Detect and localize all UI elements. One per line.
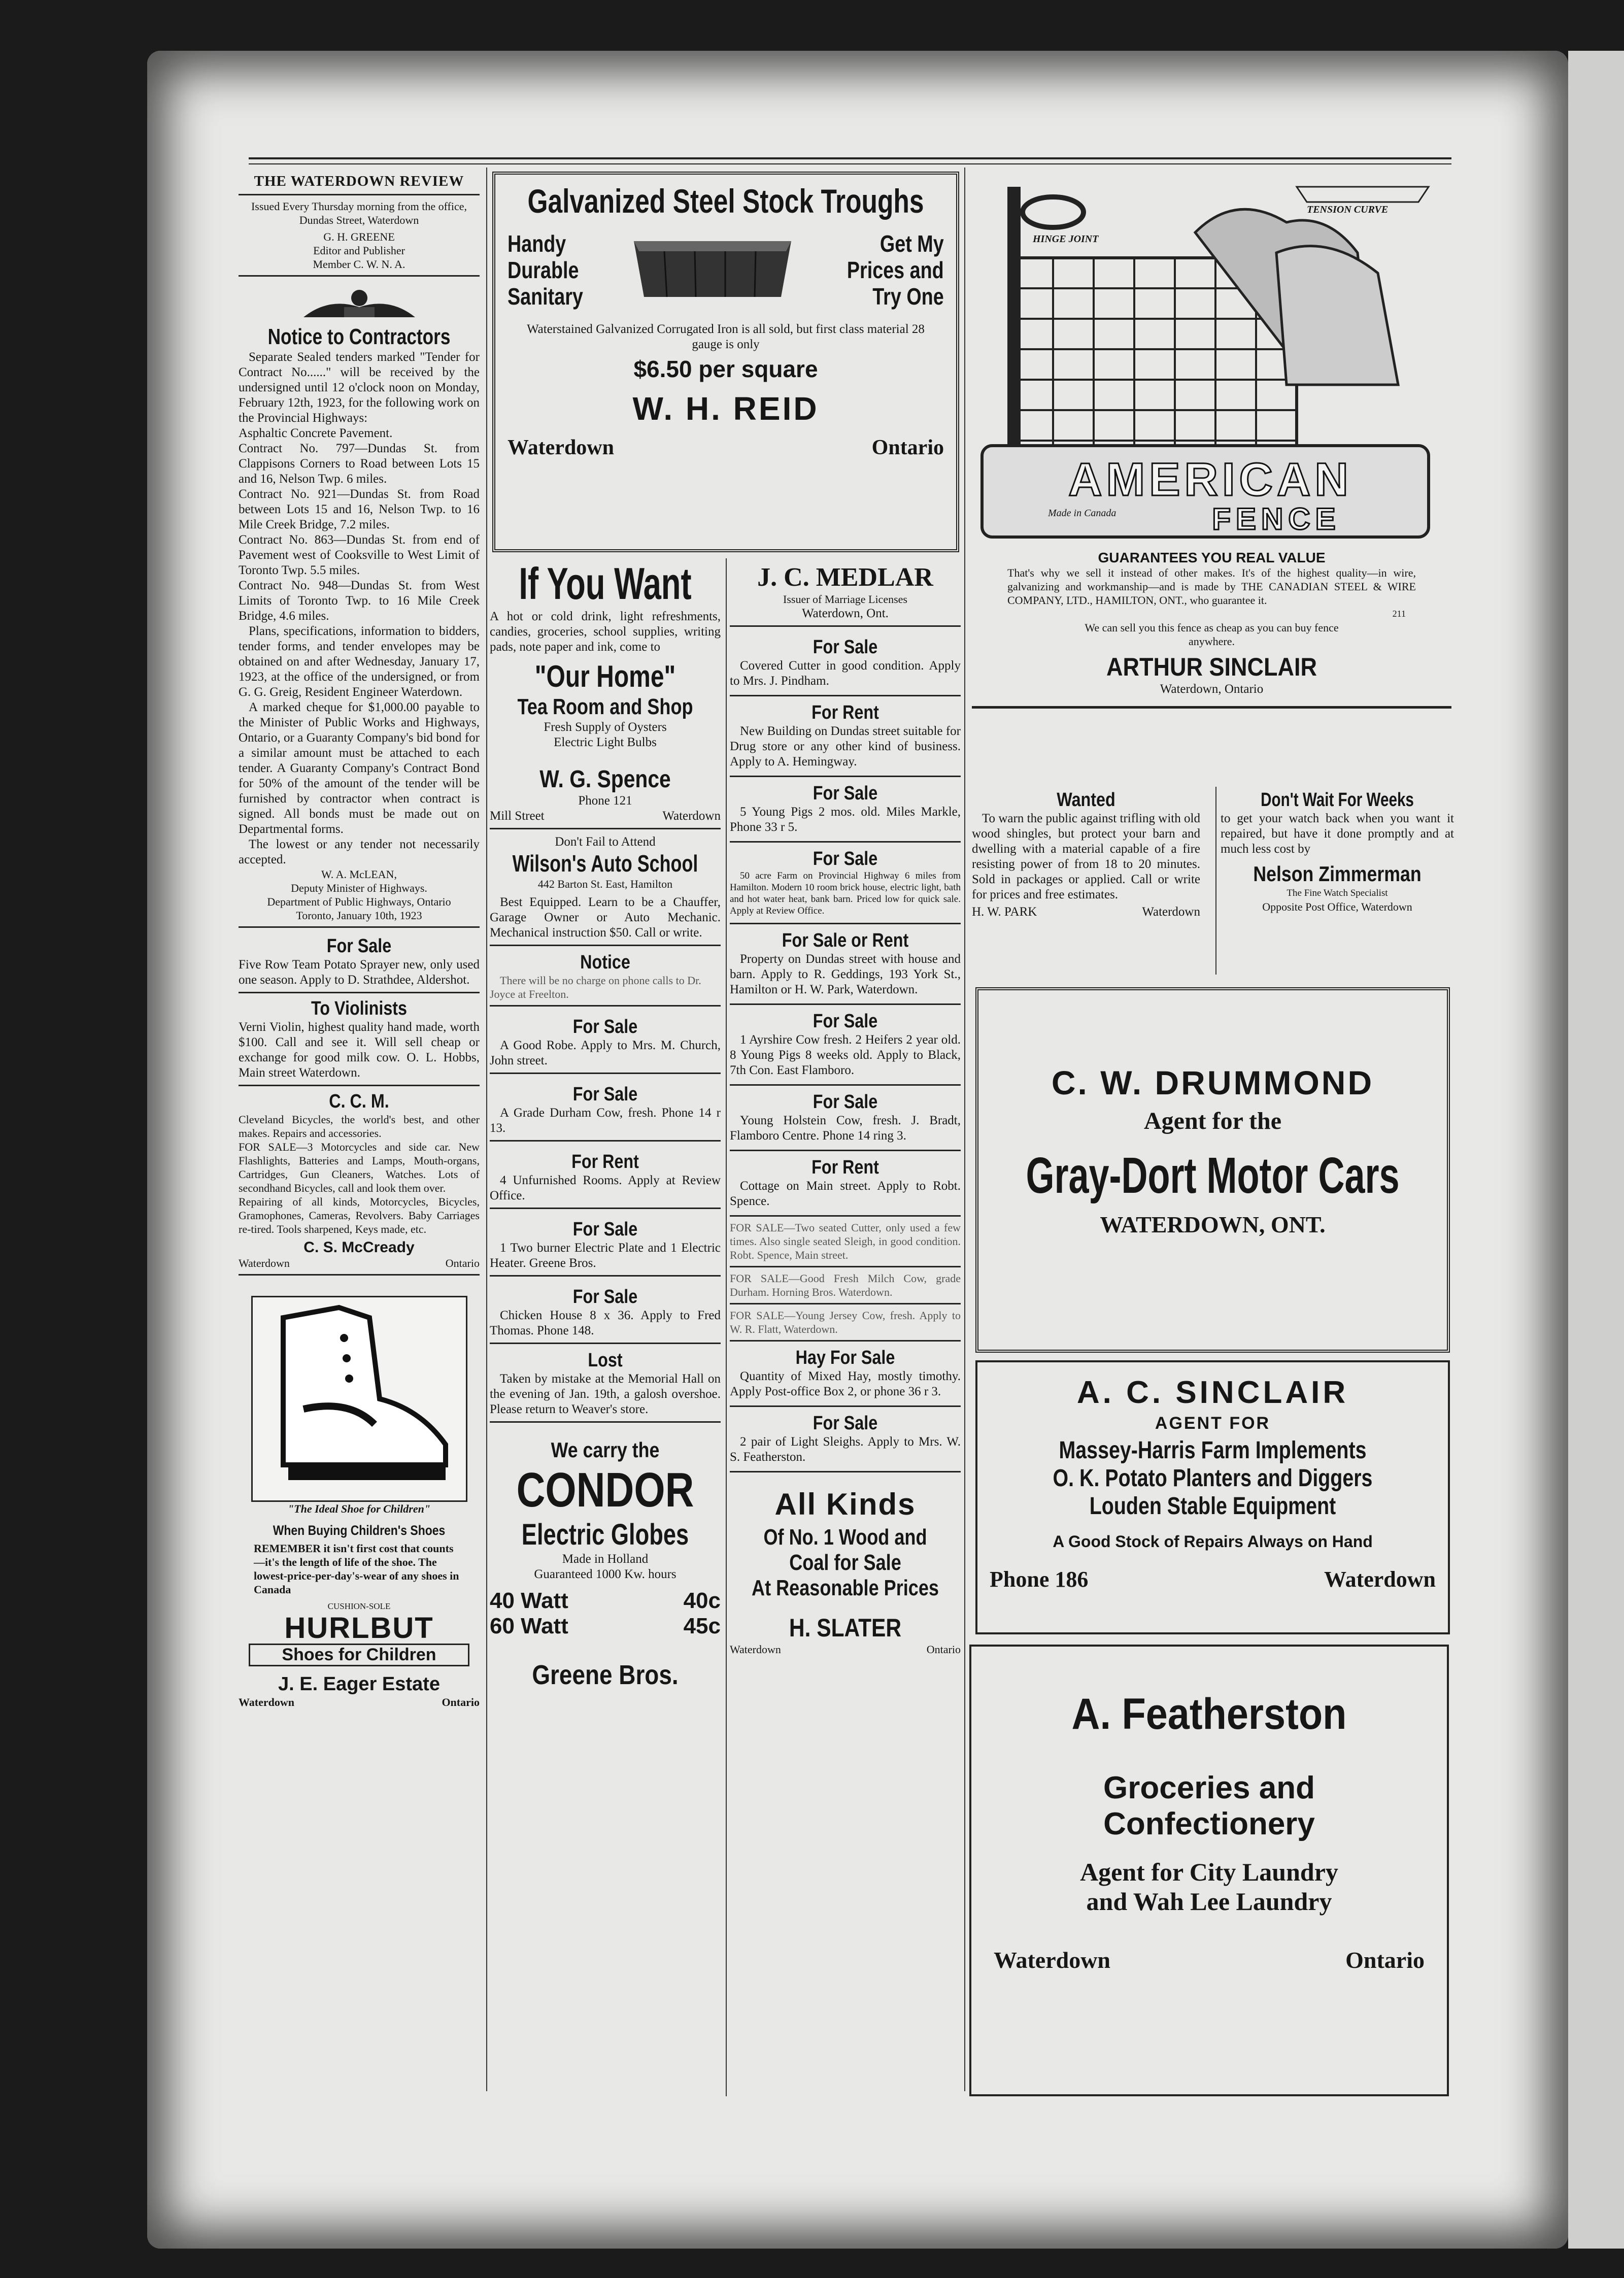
contractors-intro: Separate Sealed tenders marked "Tender for Contract No......" will be received by the undersigned until 12 o'clock noon on Monday, February 12th, 1923, for the following work on the Provincial Highways:: [239, 350, 480, 425]
classified-milch-cow: FOR SALE—Good Fresh Milch Cow, grade Durham. Horning Bros. Waterdown.: [730, 1267, 961, 1304]
divider: [490, 1421, 721, 1423]
fence-town: Waterdown, Ontario: [1160, 682, 1264, 696]
shoe-icon: [251, 1296, 467, 1502]
masthead-publisher: G. H. GREENE: [323, 230, 395, 243]
small-title: For Sale: [813, 848, 878, 869]
wilson-pre: Don't Fail to Attend: [555, 835, 656, 849]
ccm-bicycles: Cleveland Bicycles, the world's best, and other makes. Repairs and accessories.: [239, 1113, 480, 1140]
contractors-sig3: Department of Public Highways, Ontario: [267, 895, 451, 908]
top-rule: [249, 157, 1451, 159]
contractors-sig1: W. A. McLEAN,: [321, 868, 397, 881]
fence-cheap: We can sell you this fence as cheap as you can buy fence anywhere.: [1085, 621, 1339, 648]
troughs-left-3: Sanitary: [507, 283, 583, 310]
fence-made: Made in Canada: [1048, 508, 1116, 519]
troughs-left: [507, 230, 583, 310]
small-title: For Sale or Rent: [782, 930, 909, 951]
divider: [239, 1274, 480, 1276]
trough-icon: [619, 231, 806, 310]
divider: [490, 828, 721, 829]
hurlbut-ad: [239, 1296, 480, 1709]
sleighs-ad: [730, 1407, 961, 1472]
wood-address: [730, 1643, 961, 1656]
column-2: [490, 558, 721, 2096]
wood-name: H. SLATER: [789, 1614, 902, 1642]
hurlbut-text: REMEMBER it isn't first cost that counts—it's the length of life of the shoe. The lowest-price-per-day's-wear of any shoes in Canada: [254, 1542, 459, 1596]
chicken-text: Chicken House 8 x 36. Apply to Fred Thomas. Phone 148.: [490, 1309, 721, 1337]
hurlbut-prov: Ontario: [442, 1696, 480, 1708]
hurlbut-address: [239, 1695, 480, 1709]
hay-title: Hay For Sale: [795, 1347, 895, 1368]
classified-jersey-cow: FOR SALE—Young Jersey Cow, fresh. Apply to W. R. Flatt, Waterdown.: [730, 1304, 961, 1342]
troughs-prov: Ontario: [871, 436, 944, 459]
troughs-town: Waterdown: [507, 436, 614, 459]
fence-illustration: [972, 172, 1451, 550]
plate-text: 1 Two burner Electric Plate and 1 Electric Heater. Greene Bros.: [490, 1241, 721, 1270]
drummond-town: WATERDOWN, ONT.: [1100, 1212, 1326, 1237]
troughs-address: [507, 436, 944, 460]
divider: [239, 992, 480, 993]
troughs-name: W. H. REID: [632, 390, 819, 427]
masthead-member: Member C. W. N. A.: [313, 258, 405, 271]
sprayer-title: For Sale: [326, 935, 392, 957]
col-sep-3: [964, 168, 965, 2091]
troughs-price: $6.50 per square: [633, 356, 818, 382]
troughs-left-1: Handy: [507, 230, 566, 257]
featherston-ad: [969, 1645, 1449, 2096]
small-title: For Sale: [813, 783, 878, 804]
troughs-right-3: Try One: [872, 283, 944, 310]
hurlbut-brand2: Shoes for Children: [249, 1644, 469, 1666]
notice-title: Notice: [580, 952, 630, 973]
condor-pre: We carry the: [551, 1438, 660, 1462]
violinists-text: Verni Violin, highest quality hand made, worth $100. Call and see it. Will sell cheap or exchange for good milk cow. O. L. Hobbs, Main street Waterdown.: [239, 1020, 480, 1080]
small-text: Young Holstein Cow, fresh. J. Bradt, Flamboro Centre. Phone 14 ring 3.: [730, 1114, 961, 1143]
watch-sub: The Fine Watch Specialist: [1287, 888, 1388, 898]
cow-title: For Sale: [572, 1084, 638, 1105]
col-sep-2: [726, 558, 727, 2096]
top-rule-2: [249, 163, 1451, 164]
condor-sub: Electric Globes: [521, 1518, 689, 1551]
ccm-title: C. C. M.: [329, 1091, 389, 1112]
fence-word: AMERICAN: [1068, 454, 1352, 506]
ifyouwant-phone: Phone 121: [578, 794, 632, 808]
crest-icon: [239, 287, 480, 322]
acsinclair-agent: AGENT FOR: [1155, 1414, 1271, 1433]
drummond-ad: [975, 987, 1450, 1353]
wood-l2: Coal for Sale: [789, 1550, 901, 1575]
contractors-cheque: A marked cheque for $1,000.00 payable to the Minister of Public Works and Highways, Ontario, or a Guaranty Company's bid bond for a similar amount must be attached to each tender. A Guaranty Company's Contract Bond for 50% of the amount of the tender will be furnished by contractor when contract is signed. All bonds must be made out on Departmental forms.: [239, 700, 480, 836]
ccm-address: [239, 1256, 480, 1270]
featherston-l3: Agent for City Laundry: [1080, 1858, 1338, 1886]
contractors-plans: Plans, specifications, information to bidders, tender forms, and tender envelopes may be obtained on and after Wednesday, January 17, 1923, at the office of the undersigned, or from G. G. Greig, Resident Engineer Waterdown.: [239, 624, 480, 699]
condor-p1: 40c: [683, 1588, 721, 1613]
fence-word2: FENCE: [1212, 502, 1341, 536]
wilson-addr: 442 Barton St. East, Hamilton: [537, 878, 673, 890]
ifyouwant-shop2: Tea Room and Shop: [517, 694, 693, 719]
chicken-title: For Sale: [572, 1286, 638, 1308]
right-small-7: [730, 1151, 961, 1217]
fence-name: ARTHUR SINCLAIR: [1106, 653, 1317, 681]
hurlbut-town: Waterdown: [239, 1696, 294, 1708]
col-sep-4: [1215, 787, 1216, 975]
watch-addr: Opposite Post Office, Waterdown: [1262, 900, 1412, 913]
small-text: Property on Dundas street with house and barn. Apply to R. Geddings, 193 York St., Hamilton or H. W. Park, Waterdown.: [730, 952, 961, 996]
wood-title: All Kinds: [774, 1487, 916, 1521]
ifyouwant-shop: "Our Home": [534, 659, 676, 693]
small-title: For Sale: [813, 1091, 878, 1113]
ifyouwant-town: Waterdown: [662, 809, 721, 823]
fence-text: That's why we sell it instead of other makes. It's of the highest quality—in wire, galvanizing and workmanship—and is made by THE CANADIAN STEEL & WIRE COMPANY, LTD., HAMILTON, ONT., who guarantee it.: [1007, 566, 1416, 607]
divider: [972, 706, 1451, 709]
acsinclair-phone: Phone 186: [990, 1567, 1089, 1592]
wood-l1: Of No. 1 Wood and: [763, 1525, 927, 1550]
sprayer-text: Five Row Team Potato Sprayer new, only used one season. Apply to D. Strathdee, Aldershot.: [239, 958, 480, 987]
watch-text: to get your watch back when you want it repaired, but have it done promptly and at much less cost by: [1221, 812, 1454, 856]
medlar-sub: Issuer of Marriage Licenses: [783, 593, 907, 606]
watch-ad: [1221, 782, 1454, 985]
condor-guar: Guaranteed 1000 Kw. hours: [534, 1567, 676, 1581]
ccm-prov: Ontario: [445, 1257, 480, 1269]
small-text: Cottage on Main street. Apply to Robt. Spence.: [730, 1179, 961, 1208]
contractors-lowest: The lowest or any tender not necessarily accepted.: [239, 838, 480, 866]
troughs-right-2: Prices and: [847, 257, 944, 283]
fence-tension: TENSION CURVE: [1307, 204, 1389, 215]
contract-948: Contract No. 948—Dundas St. from West Limits of Toronto Twp. to 16 Mile Creek Bridge, 4.6 miles.: [239, 579, 480, 623]
condor-row-40: [490, 1588, 721, 1614]
featherston-town: Waterdown: [994, 1947, 1110, 1973]
featherston-l2: Confectionery: [1103, 1806, 1315, 1841]
classified-cutter: FOR SALE—Two seated Cutter, only used a few times. Also single seated Sleigh, in good condition. Robt. Spence, Main street.: [730, 1217, 961, 1267]
masthead-role: Editor and Publisher: [313, 244, 405, 257]
contractors-sig4: Toronto, January 10th, 1923: [296, 909, 422, 922]
condor-w2: 60 Watt: [490, 1614, 568, 1638]
right-small-2: [730, 777, 961, 843]
rooms-title: For Rent: [571, 1151, 639, 1172]
acsinclair-stock: A Good Stock of Repairs Always on Hand: [1053, 1532, 1373, 1551]
ifyouwant-street: Mill Street: [490, 809, 545, 823]
divider: [239, 1085, 480, 1086]
contract-797: Contract No. 797—Dundas St. from Clappisons Corners to Road between Lots 15 and 16, Nelson Twp. 6 miles.: [239, 442, 480, 486]
divider: [490, 1208, 721, 1209]
contractors-subtitle: Asphaltic Concrete Pavement.: [239, 426, 393, 440]
wood-prov: Ontario: [926, 1643, 961, 1656]
column-1: [239, 170, 480, 2099]
divider: [239, 275, 480, 277]
ifyouwant-oysters: Fresh Supply of Oysters: [544, 720, 667, 734]
robe-title: For Sale: [572, 1016, 638, 1037]
right-small-3: [730, 843, 961, 924]
featherston-l1: Groceries and: [1103, 1770, 1315, 1805]
sleighs-title: For Sale: [813, 1413, 878, 1434]
divider: [239, 926, 480, 928]
newspaper-page: [147, 51, 1568, 2249]
troughs-title: Galvanized Steel Stock Troughs: [527, 182, 924, 220]
divider: [239, 194, 480, 195]
right-small-6: [730, 1086, 961, 1151]
plate-title: For Sale: [572, 1219, 638, 1240]
wanted-title: Wanted: [1057, 789, 1115, 811]
hay-ad: [730, 1342, 961, 1407]
ifyouwant-name: W. G. Spence: [539, 766, 671, 793]
sleighs-text: 2 pair of Light Sleighs. Apply to Mrs. W. S. Featherston.: [730, 1435, 961, 1464]
small-title: For Rent: [811, 702, 879, 723]
fence-ad: [972, 172, 1451, 776]
condor-p2: 45c: [683, 1614, 721, 1638]
medlar-town: Waterdown, Ont.: [802, 607, 889, 620]
small-text: 1 Ayrshire Cow fresh. 2 Heifers 2 year old. 8 Young Pigs 8 weeks old. Apply to Black, 7th Con. East Flamboro.: [730, 1033, 961, 1077]
rooms-text: 4 Unfurnished Rooms. Apply at Review Office.: [490, 1174, 721, 1202]
robe-text: A Good Robe. Apply to Mrs. M. Church, John street.: [490, 1038, 721, 1067]
masthead-issued: Issued Every Thursday morning from the office, Dundas Street, Waterdown: [251, 200, 467, 226]
acsinclair-l3: Louden Stable Equipment: [1089, 1493, 1336, 1520]
contract-863: Contract No. 863—Dundas St. from end of Pavement west of Cooksville to West Limit of Toronto Twp. 5.5 miles.: [239, 533, 480, 577]
wanted-text: To warn the public against trifling with old wood shingles, but protect your barn and dwelling with a material capable of a fire resisting power of from 18 to 20 minutes. Sold in packages or applied. Call or write for prices and free estimates.: [972, 812, 1200, 901]
divider: [730, 625, 961, 627]
hurlbut-brand: HURLBUT: [284, 1612, 434, 1645]
troughs-ad: [492, 172, 959, 552]
hurlbut-caption: "The Ideal Shoe for Children": [287, 1502, 431, 1515]
ifyouwant-text: A hot or cold drink, light refreshments, candies, groceries, school supplies, writing pads, note paper and ink, come to: [490, 610, 721, 654]
featherston-l4: and Wah Lee Laundry: [1086, 1887, 1332, 1916]
troughs-right-1: Get My: [880, 230, 944, 257]
ifyouwant-title: If You Want: [519, 558, 692, 609]
acsinclair-l2: O. K. Potato Planters and Diggers: [1053, 1465, 1373, 1492]
right-small-4: [730, 924, 961, 1005]
small-text: Covered Cutter in good condition. Apply to Mrs. J. Pindham.: [730, 659, 961, 688]
troughs-middle: [507, 230, 944, 310]
lost-text: Taken by mistake at the Memorial Hall on the evening of Jan. 19th, a galosh overshoe. Please return to Weaver's store.: [490, 1372, 721, 1416]
condor-title: CONDOR: [516, 1463, 694, 1517]
ccm-for-sale: FOR SALE—3 Motorcycles and side car. New Flashlights, Batteries and Lamps, Mouth-organs, Cartridges, Gun Cleaners, Watches. Lots of secondhand Bicycles, call and look them over.: [239, 1141, 480, 1194]
wilson-text: Best Equipped. Learn to be a Chauffer, Garage Owner or Auto Mechanic. Mechanical instruction $50. Call or write.: [490, 895, 721, 940]
watch-title: Don't Wait For Weeks: [1261, 789, 1414, 811]
troughs-left-2: Durable: [507, 257, 579, 283]
wood-l3: At Reasonable Prices: [752, 1576, 939, 1600]
fence-hinge: HINGE JOINT: [1033, 233, 1099, 245]
wanted-name: H. W. PARK: [972, 905, 1037, 919]
right-small-0: [730, 631, 961, 696]
hurlbut-head: When Buying Children's Shoes: [273, 1523, 446, 1538]
contract-921: Contract No. 921—Dundas St. from Road between Lots 15 and 16, Nelson Twp. to 16 Mile Creek Bridge, 7.2 miles.: [239, 487, 480, 531]
ccm-repairing: Repairing of all kinds, Motorcycles, Bicycles, Gramophones, Cameras, Revolvers. Baby Carriages re-tired. Tools sharpened, Keys made, etc.: [239, 1195, 480, 1235]
watch-name: Nelson Zimmerman: [1253, 862, 1422, 886]
acsinclair-ad: [975, 1360, 1450, 1634]
acsinclair-l1: Massey-Harris Farm Implements: [1059, 1437, 1367, 1464]
condor-name: Greene Bros.: [532, 1660, 679, 1690]
divider: [490, 1073, 721, 1074]
fence-num: 211: [1392, 609, 1406, 619]
ccm-town: Waterdown: [239, 1257, 290, 1269]
acsinclair-bottom: [990, 1566, 1436, 1592]
featherston-address: [984, 1947, 1435, 1973]
fence-guarantee: GUARANTEES YOU REAL VALUE: [1098, 550, 1326, 565]
wanted-address: [972, 904, 1200, 920]
drummond-agent: Agent for the: [1143, 1108, 1282, 1134]
violinists-title: To Violinists: [311, 998, 408, 1019]
small-text: New Building on Dundas street suitable for Drug store or any other kind of business. Apply to A. Hemingway.: [730, 724, 961, 768]
cow-text: A Grade Durham Cow, fresh. Phone 14 r 13.: [490, 1106, 721, 1135]
ifyouwant-bulbs: Electric Light Bulbs: [554, 735, 657, 749]
condor-made: Made in Holland: [562, 1552, 649, 1566]
troughs-right: [847, 230, 944, 310]
condor-row-60: [490, 1614, 721, 1639]
drummond-car: Gray-Dort Motor Cars: [1026, 1147, 1400, 1204]
divider: [490, 1275, 721, 1277]
contractors-title: Notice to Contractors: [267, 324, 451, 349]
next-page-edge: [1568, 51, 1624, 2249]
acsinclair-town: Waterdown: [1324, 1567, 1436, 1592]
column-3: [730, 558, 961, 2096]
small-title: For Sale: [813, 1011, 878, 1032]
wanted-town: Waterdown: [1142, 905, 1200, 919]
divider: [490, 1005, 721, 1007]
divider: [490, 1343, 721, 1344]
contractors-sig2: Deputy Minister of Highways.: [291, 882, 427, 894]
right-small-1: [730, 696, 961, 777]
hay-text: Quantity of Mixed Hay, mostly timothy. Apply Post-office Box 2, or phone 36 r 3.: [730, 1369, 961, 1398]
divider: [490, 945, 721, 946]
medlar-title: J. C. MEDLAR: [757, 563, 933, 592]
troughs-note: Waterstained Galvanized Corrugated Iron is all sold, but first class material 28 gauge is only: [527, 322, 925, 351]
wanted-ad: [972, 782, 1200, 985]
notice-text: There will be no charge on phone calls to Dr. Joyce at Freelton.: [490, 974, 701, 1000]
small-text: 50 acre Farm on Provincial Highway 6 miles from Hamilton. Modern 10 room brick house, electric light, bath and hot water heat, bank barn. Priced low for quick sale. Apply at Review Office.: [730, 870, 961, 916]
col-sep-1: [486, 168, 487, 2091]
lost-title: Lost: [588, 1350, 623, 1371]
small-text: 5 Young Pigs 2 mos. old. Miles Markle, Phone 33 r 5.: [730, 805, 961, 834]
ccm-name: C. S. McCready: [303, 1239, 415, 1256]
divider: [490, 1140, 721, 1142]
acsinclair-name: A. C. SINCLAIR: [1076, 1375, 1349, 1410]
small-title: For Rent: [811, 1157, 879, 1178]
hurlbut-small: CUSHION-SOLE: [327, 1601, 391, 1611]
small-title: For Sale: [813, 636, 878, 658]
drummond-name: C. W. DRUMMOND: [1051, 1064, 1374, 1101]
featherston-name: A. Featherston: [1071, 1690, 1347, 1738]
masthead-name: THE WATERDOWN REVIEW: [254, 173, 464, 189]
condor-w1: 40 Watt: [490, 1588, 568, 1613]
ifyouwant-address: [490, 809, 721, 824]
wilson-title: Wilson's Auto School: [512, 850, 698, 877]
hurlbut-dealer: J. E. Eager Estate: [278, 1673, 440, 1695]
wood-town: Waterdown: [730, 1643, 781, 1656]
featherston-prov: Ontario: [1345, 1947, 1425, 1973]
right-small-5: [730, 1005, 961, 1086]
